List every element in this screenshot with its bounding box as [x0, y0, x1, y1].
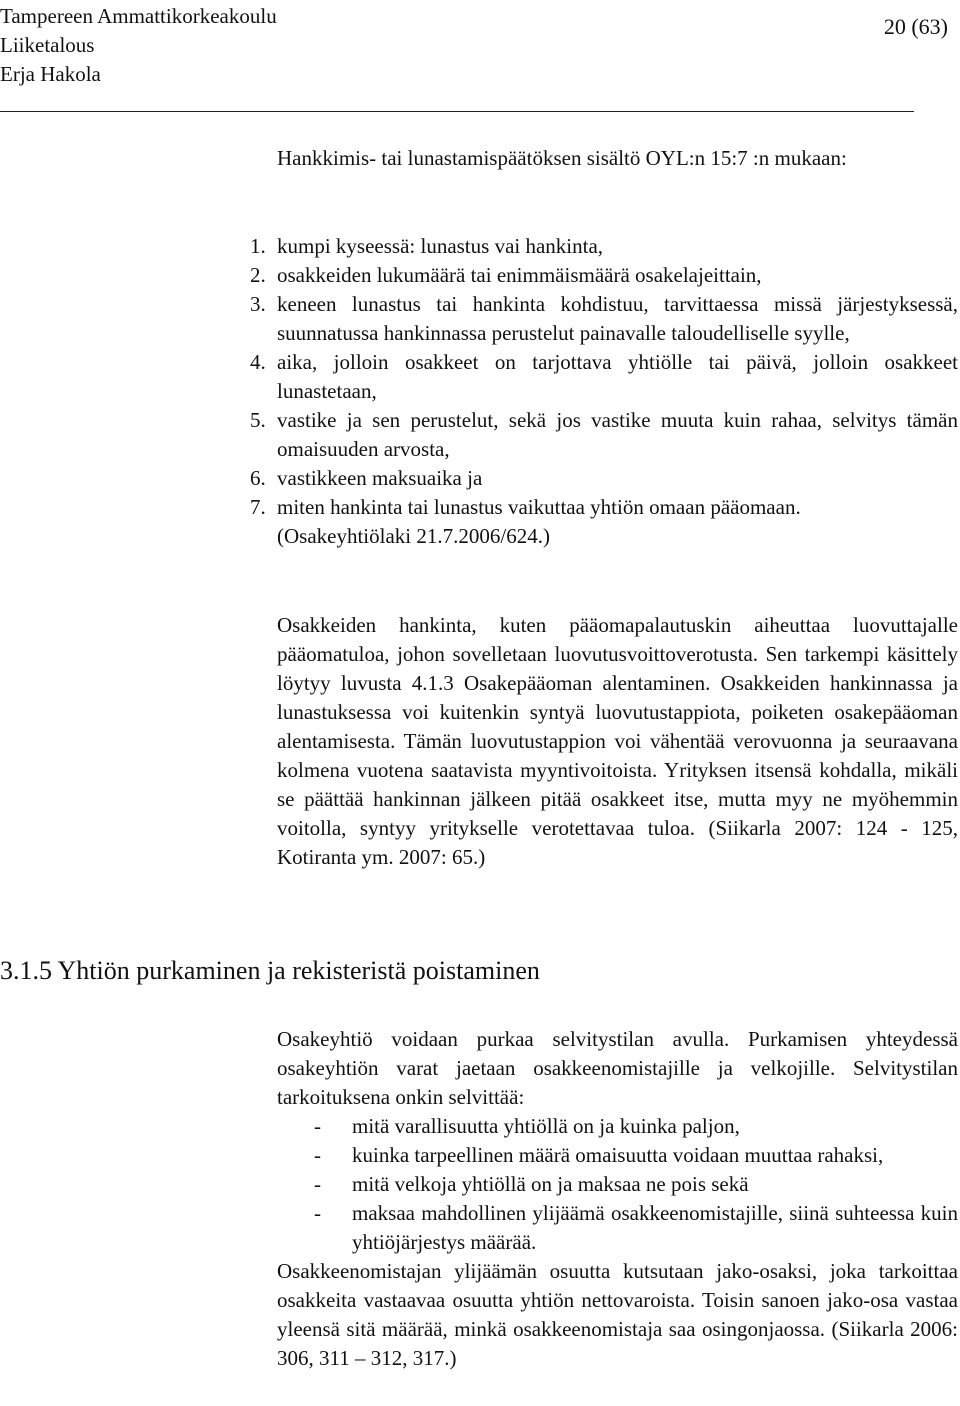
list-item-text: kumpi kyseessä: lunastus vai hankinta,: [277, 234, 604, 258]
header-institution: Tampereen Ammattikorkeakoulu: [0, 4, 277, 28]
header-department: Liiketalous: [0, 33, 95, 57]
dash-item-text: mitä varallisuutta yhtiöllä on ja kuinka paljon,: [352, 1114, 740, 1138]
dash-list-item: [277, 1199, 958, 1257]
dash-marker: -: [314, 1172, 321, 1196]
list-item: [250, 261, 958, 290]
list-item: [250, 290, 958, 348]
list-item-text: miten hankinta tai lunastus vaikuttaa yhtiön omaan pääomaan.: [277, 495, 801, 519]
list-item-number: 1.: [250, 234, 266, 258]
intro-block: [277, 144, 958, 173]
list-citation: (Osakeyhtiölaki 21.7.2006/624.): [277, 524, 550, 548]
dash-list-item: [277, 1141, 958, 1170]
list-item-number: 7.: [250, 495, 266, 519]
section-body: [277, 1025, 958, 1373]
header-page-number: 20 (63): [883, 14, 948, 39]
numbered-list: [250, 232, 958, 551]
dash-marker: -: [314, 1143, 321, 1167]
list-item-number: 6.: [250, 466, 266, 490]
dash-marker: -: [314, 1114, 321, 1138]
list-item-text: keneen lunastus tai hankinta kohdistuu, tarvittaessa missä järjestyksessä, suunnatussa hankinnassa perustelut painavalle taloudelliselle syylle,: [277, 292, 958, 345]
list-item-text: vastike ja sen perustelut, sekä jos vastike muuta kuin rahaa, selvitys tämän omaisuuden arvosta,: [277, 408, 958, 461]
list-item-number: 5.: [250, 408, 266, 432]
list-item: [250, 406, 958, 464]
dash-item-text: kuinka tarpeellinen määrä omaisuutta voidaan muuttaa rahaksi,: [352, 1143, 884, 1167]
list-item-number: 2.: [250, 263, 266, 287]
list-item-text: vastikkeen maksuaika ja: [277, 466, 483, 490]
taxation-paragraph: Osakkeiden hankinta, kuten pääomapalautuskin aiheuttaa luovuttajalle pääomatuloa, johon sovelletaan luovutusvoittoverotusta. Sen tarkempi käsittely löytyy luvusta 4.1.3 Osakepääoman alentaminen. Osakkeiden hankinnassa ja lunastuksessa voi kuitenkin syntyä luovutustappiota, poiketen osakepääoman alentamisesta. Tämän luovutustappion voi vähentää verovuonna ja seuraavana kolmena vuotena saatavista myyntivoitoista. Yrityksen itsensä kohdalla, mikäli se päättää hankinnan jälkeen pitää osakkeet itse, mutta myy ne myöhemmin voitolla, syntyy yritykselle verotettavaa tuloa. (Siikarla 2007: 124 - 125, Kotiranta ym. 2007: 65.): [277, 613, 958, 869]
list-item-number: 3.: [250, 292, 266, 316]
list-item-text: osakkeiden lukumäärä tai enimmäismäärä osakelajeittain,: [277, 263, 762, 287]
intro-paragraph: Hankkimis- tai lunastamispäätöksen sisältö OYL:n 15:7 :n mukaan:: [277, 146, 847, 170]
page-header-left: [0, 2, 277, 89]
header-author: Erja Hakola: [0, 62, 101, 86]
taxation-block: [277, 611, 958, 872]
list-item-number: 4.: [250, 350, 266, 374]
section-intro-paragraph: Osakeyhtiö voidaan purkaa selvitystilan avulla. Purkamisen yhteydessä osakeyhtiön varat jaetaan osakkeenomistajille ja velkojille. Selvitystilan tarkoituksena onkin selvittää:: [277, 1027, 958, 1109]
list-item-text: aika, jolloin osakkeet on tarjottava yhtiölle tai päivä, jolloin osakkeet lunastetaan,: [277, 350, 958, 403]
list-item: [250, 464, 958, 493]
dash-list: [277, 1112, 958, 1257]
section-closing-paragraph: Osakkeenomistajan ylijäämän osuutta kutsutaan jako-osaksi, joka tarkoittaa osakkeita vastaavaa osuutta yhtiön nettovaroista. Toisin sanoen jako-osa vastaa yleensä sitä määrää, minkä osakkeenomistaja saa osingonjaossa. (Siikarla 2006: 306, 311 – 312, 317.): [277, 1259, 958, 1370]
dash-list-item: [277, 1170, 958, 1199]
header-rule: [0, 111, 914, 112]
section-heading: 3.1.5 Yhtiön purkaminen ja rekisteristä poistaminen: [0, 956, 540, 985]
dash-marker: -: [314, 1201, 321, 1225]
dash-list-item: [277, 1112, 958, 1141]
dash-item-text: maksaa mahdollinen ylijäämä osakkeenomistajille, siinä suhteessa kuin yhtiöjärjestys määrää.: [352, 1201, 958, 1254]
dash-item-text: mitä velkoja yhtiöllä on ja maksaa ne pois sekä: [352, 1172, 749, 1196]
list-item: [250, 232, 958, 261]
list-item: [250, 493, 958, 522]
list-item: [250, 348, 958, 406]
